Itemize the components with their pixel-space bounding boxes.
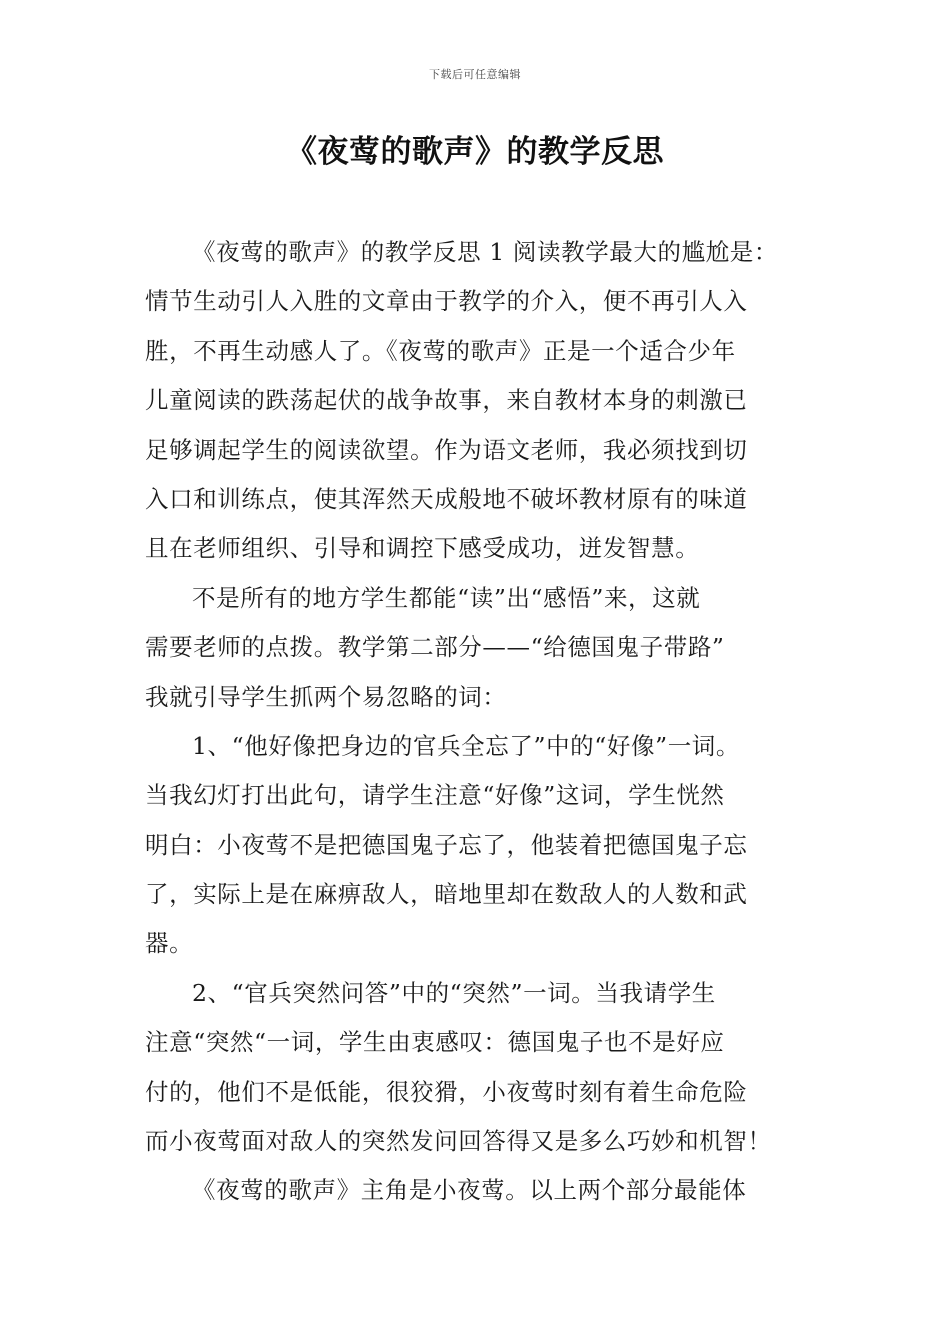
text-line: 入口和训练点，使其浑然天成般地不破坏教材原有的味道 [145,484,748,513]
text-line: 付的，他们不是低能，很狡猾，小夜莺时刻有着生命危险 [145,1077,748,1106]
text-line: 儿童阅读的跌荡起伏的战争故事，来自教材本身的刺激已 [145,386,748,415]
document-body [145,228,810,1216]
document-title: 《夜莺的歌声》的教学反思 [286,134,664,170]
text-line: 当我幻灯打出此句，请学生注意“好像”这词，学生恍然 [145,781,725,810]
text-line: 足够调起学生的阅读欲望。作为语文老师，我必须找到切 [145,435,748,464]
text-line: 《夜莺的歌声》主角是小夜莺。以上两个部分最能体 [192,1176,747,1205]
header-note: 下载后可任意编辑 [429,68,521,81]
text-line: 且在老师组织、引导和调控下感受成功，迸发智慧。 [145,534,700,563]
text-line: 我就引导学生抓两个易忽略的词： [145,682,507,711]
text-line: 而小夜莺面对敌人的突然发问回答得又是多么巧妙和机智！ [145,1127,772,1156]
text-line: 器。 [145,929,194,958]
text-line: 胜，不再生动感人了。《夜莺的歌声》正是一个适合少年 [145,336,736,365]
text-line: 《夜莺的歌声》的教学反思 1 阅读教学最大的尴尬是： [192,238,778,266]
text-line: 1、“他好像把身边的官兵全忘了”中的“好像”一词。 [192,731,741,760]
text-line: 情节生动引人入胜的文章由于教学的介入，便不再引人入 [145,287,748,316]
text-line: 明白：小夜莺不是把德国鬼子忘了，他装着把德国鬼子忘 [145,830,748,859]
text-line: 注意“突然“一词，学生由衷感叹：德国鬼子也不是好应 [145,1028,725,1057]
text-line: 了，实际上是在麻痹敌人，暗地里却在数敌人的人数和武 [145,880,748,909]
text-line: 不是所有的地方学生都能“读”出“感悟”来，这就 [192,583,701,612]
text-line: 需要老师的点拨。教学第二部分——“给德国鬼子带路” [145,633,725,662]
text-line: 2、“官兵突然问答”中的“突然”一词。当我请学生 [192,978,716,1007]
